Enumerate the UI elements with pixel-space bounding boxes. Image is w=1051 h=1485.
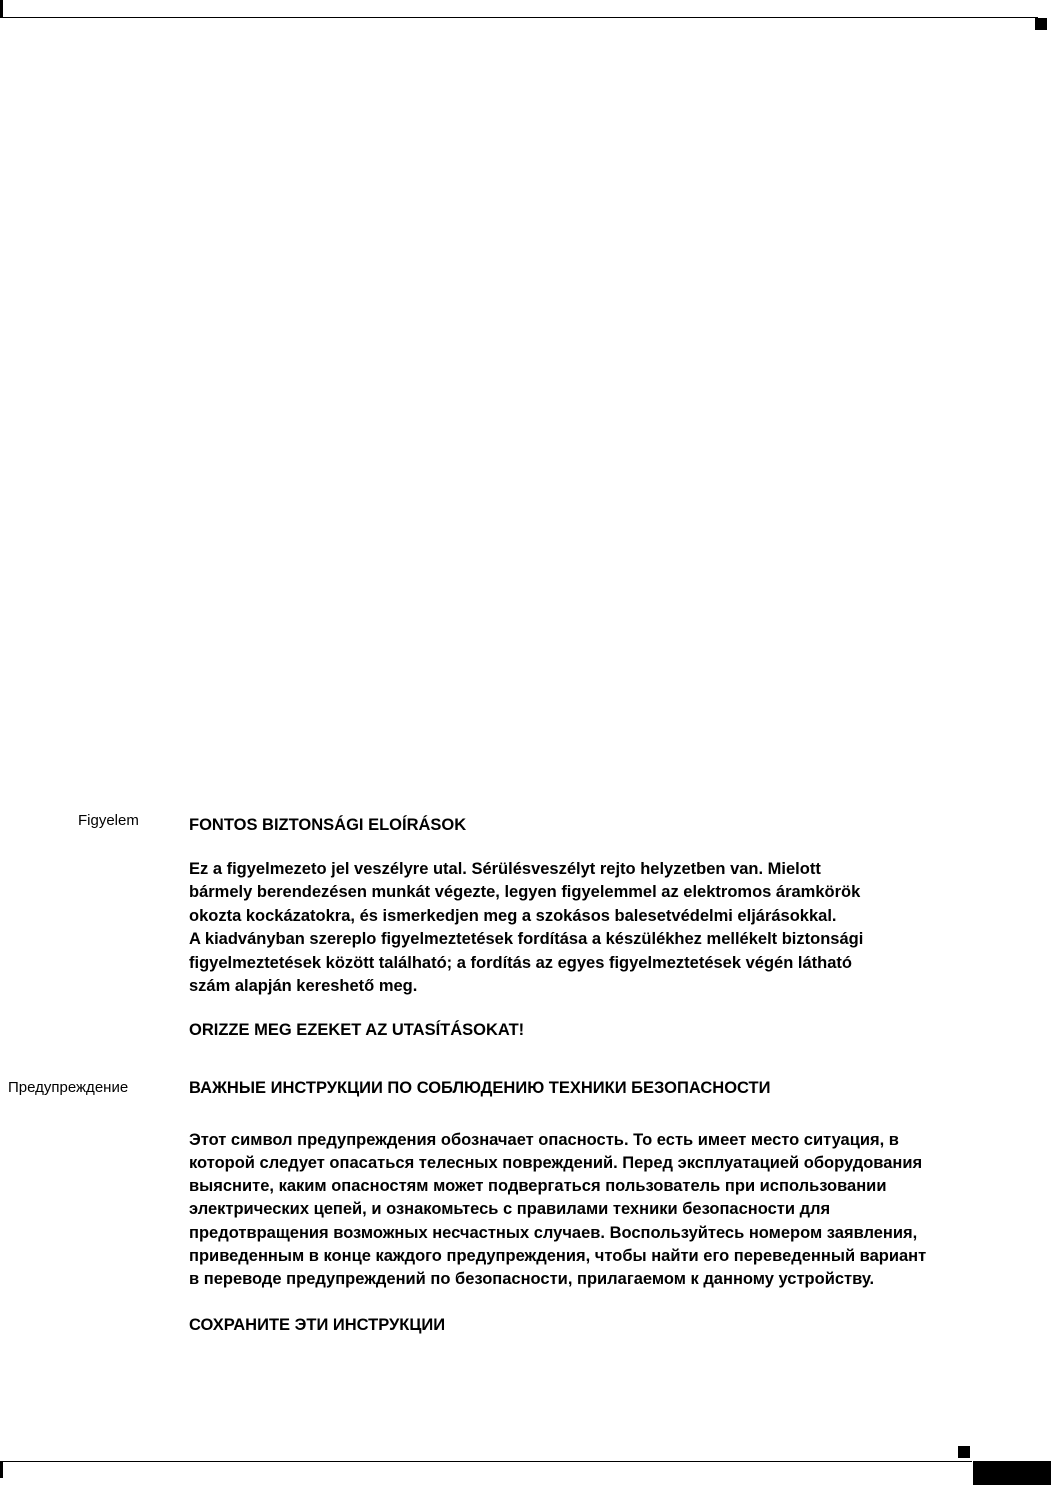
top-left-crop-mark xyxy=(0,0,3,17)
warning-label-hungarian: Figyelem xyxy=(78,812,139,829)
warning-label-russian: Предупреждение xyxy=(8,1079,129,1096)
warning-body-line: bármely berendezésen munkát végezte, legyen figyelemmel az elektromos áramkörök xyxy=(189,883,861,901)
warning-body-line: A kiadványban szereplo figyelmeztetések fordítása a készülékhez mellékelt biztonsági xyxy=(189,930,864,948)
warning-body-line: приведенным в конце каждого предупреждения, чтобы найти его переведенный вариант xyxy=(189,1246,927,1265)
page-number-tab xyxy=(973,1461,1051,1485)
warning-closing: ORIZZE MEG EZEKET AZ UTASÍTÁSOKAT! xyxy=(189,1020,525,1039)
top-right-marker xyxy=(1035,18,1047,30)
warning-section-hungarian xyxy=(189,814,1049,1042)
warning-heading: FONTOS BIZTONSÁGI ELOÍRÁSOK xyxy=(189,816,467,834)
warning-body-line: предотвращения возможных несчастных случаев. Воспользуйтесь номером заявления, xyxy=(189,1223,918,1242)
warning-closing: СОХРАНИТЕ ЭТИ ИНСТРУКЦИИ xyxy=(189,1315,446,1334)
warning-body-line: szám alapján kereshető meg. xyxy=(189,977,418,995)
bottom-rule xyxy=(0,1461,972,1462)
warning-body-line: okozta kockázatokra, és ismerkedjen meg a szokásos balesetvédelmi eljárásokkal. xyxy=(189,906,837,925)
warning-body-line: Этот символ предупреждения обозначает опасность. То есть имеет место ситуация, в xyxy=(189,1130,899,1149)
top-rule xyxy=(0,17,1038,18)
warning-body-line: которой следует опасаться телесных повреждений. Перед эксплуатацией оборудования xyxy=(189,1153,923,1172)
warning-body-line: figyelmeztetések között található; a fordítás az egyes figyelmeztetések végén látható xyxy=(189,953,852,972)
warning-body-line: электрических цепей, и ознакомьтесь с правилами техники безопасности для xyxy=(189,1200,831,1219)
warning-body-line: выясните, каким опасностям может подвергаться пользователь при использовании xyxy=(189,1177,887,1196)
warning-body xyxy=(189,858,1049,999)
warning-body-line: Ez a figyelmezeto jel veszélyre utal. Sérülésveszélyt rejto helyzetben van. Mielott xyxy=(189,859,821,878)
bottom-left-crop-mark xyxy=(0,1462,3,1478)
warning-section-russian xyxy=(189,1077,1049,1337)
warning-heading: ВАЖНЫЕ ИНСТРУКЦИИ ПО СОБЛЮДЕНИЮ ТЕХНИКИ БЕЗОПАСНОСТИ xyxy=(189,1079,771,1097)
warning-body-line: в переводе предупреждений по безопасности, прилагаемом к данному устройству. xyxy=(189,1270,875,1289)
warning-body xyxy=(189,1129,1049,1292)
bottom-right-marker xyxy=(958,1446,970,1458)
